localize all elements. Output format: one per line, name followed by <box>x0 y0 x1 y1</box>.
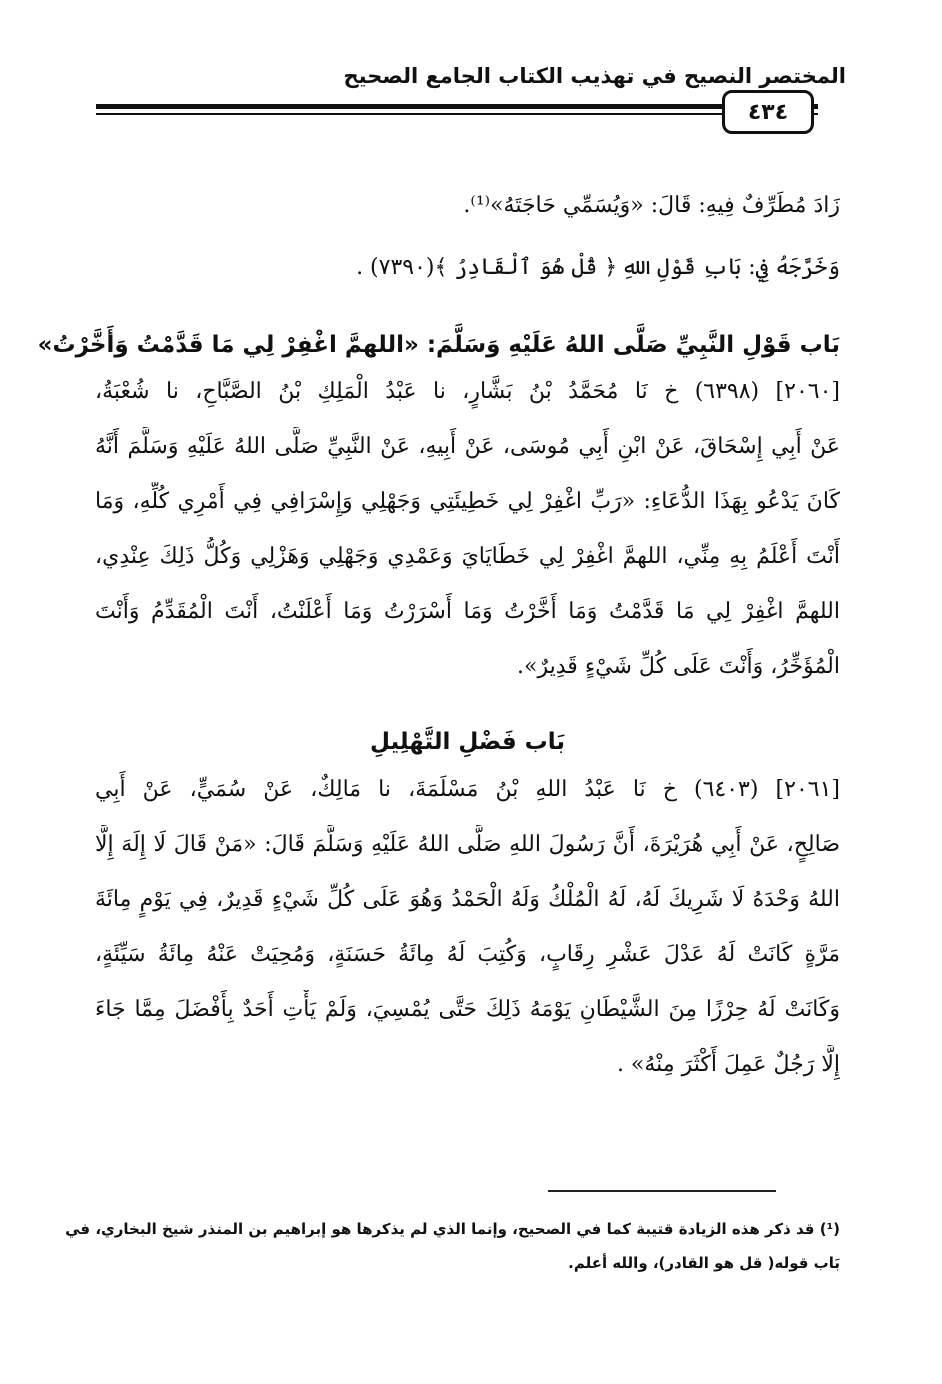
text-line: [٢٠٦٠] (٦٣٩٨) خ نَا مُحَمَّدُ بْنُ بَشَّارٍ، نا عَبْدُ الْمَلِكِ بْنُ الصَّبَّاحِ، نا شُعْبَةُ، <box>95 379 840 404</box>
text-line: زَادَ مُطَرِّفٌ فِيهِ: قَالَ: «وَيُسَمِّي حَاجَتَهُ»⁽¹⁾. <box>463 193 840 218</box>
text-line: اللهُ وَحْدَهُ لَا شَرِيكَ لَهُ، لَهُ الْمُلْكُ وَلَهُ الْحَمْدُ وَهُوَ عَلَى كُلِّ شَيْءٍ قَدِيرٌ، فِي يَوْمٍ مِائَةَ <box>95 887 840 912</box>
text-line: عَنْ أَبِي إِسْحَاقَ، عَنْ ابْنِ أَبِي مُوسَى، عَنْ أَبِيهِ، عَنْ النَّبِيِّ صَلَّى اللهُ عَلَيْهِ وَسَلَّمَ أَنَّهُ <box>95 434 840 459</box>
text-line: صَالِحٍ، عَنْ أَبِي هُرَيْرَةَ، أَنَّ رَسُولَ اللهِ صَلَّى اللهُ عَلَيْهِ وَسَلَّمَ قَالَ: «مَنْ قَالَ لَا إِلَهَ إِلَّا <box>95 832 840 857</box>
footnote-line: (¹) قد ذكر هذه الزيادة قتيبة كما في الصحيح، وإنما الذي لم يذكرها هو إبراهيم بن المنذر شيخ البخاري، في <box>65 1220 840 1238</box>
text-line: وَكَانَتْ لَهُ حِرْزًا مِنَ الشَّيْطَانِ يَوْمَهُ ذَلِكَ حَتَّى يُمْسِيَ، وَلَمْ يَأْتِ أَحَدٌ بِأَفْضَلَ مِمَّا جَاءَ <box>95 997 840 1022</box>
chapter-heading: بَاب فَضْلِ التَّهْلِيلِ <box>369 729 566 755</box>
text-line: اللهمَّ اغْفِرْ لِي مَا قَدَّمْتُ وَمَا أَخَّرْتُ وَمَا أَسْرَرْتُ وَمَا أَعْلَنْتُ، أَنْتَ الْمُقَدِّمُ وَأَنْتَ <box>95 599 840 624</box>
footnote-separator <box>548 1190 776 1192</box>
chapter-heading: بَاب قَوْلِ النَّبِيِّ صَلَّى اللهُ عَلَيْهِ وَسَلَّمَ: «اللهمَّ اغْفِرْ لِي مَا قَدَّمْتُ وَأَخَّرْتُ» <box>37 332 840 358</box>
text-line: وَخَرَّجَهُ فِي: بَابِ قَوْلِ اللهِ ﴿ قُلْ هُوَ ٱلْقَادِرُ ﴾(٧٣٩٠) . <box>356 255 840 280</box>
header-rule-thick <box>96 104 818 109</box>
text-line: أَنْتَ أَعْلَمُ بِهِ مِنِّي، اللهمَّ اغْفِرْ لِي خَطَايَايَ وَعَمْدِي وَجَهْلِي وَهَزْلِي وَكُلُّ ذَلِكَ عِنْدِي، <box>95 544 840 569</box>
footnote-line: بَاب قوله( قل هو القادر)، والله أعلم. <box>568 1254 840 1272</box>
header-rule-thin <box>96 113 818 115</box>
text-line: الْمُؤَخِّرُ، وَأَنْتَ عَلَى كُلِّ شَيْءٍ قَدِيرٌ». <box>517 654 840 679</box>
text-line: مَرَّةٍ كَانَتْ لَهُ عَدْلَ عَشْرِ رِقَابٍ، وَكُتِبَ لَهُ مِائَةُ حَسَنَةٍ، وَمُحِيَتْ عَنْهُ مِائَةُ سَيِّئَةٍ، <box>95 942 840 967</box>
page-number: ٤٣٤ <box>722 90 814 134</box>
text-line: كَانَ يَدْعُو بِهَذَا الدُّعَاءِ: «رَبِّ اغْفِرْ لِي خَطِيئَتِي وَجَهْلِي وَإِسْرَافِي فِي أَمْرِي كُلِّهِ، وَمَا <box>95 489 840 514</box>
text-line: [٢٠٦١] (٦٤٠٣) خ نَا عَبْدُ اللهِ بْنُ مَسْلَمَةَ، نا مَالِكٌ، عَنْ سُمَيٍّ، عَنْ أَبِي <box>95 777 840 802</box>
running-title: المختصر النصيح في تهذيب الكتاب الجامع الصحيح <box>343 64 846 88</box>
text-line: إِلَّا رَجُلٌ عَمِلَ أَكْثَرَ مِنْهُ» . <box>616 1052 840 1077</box>
